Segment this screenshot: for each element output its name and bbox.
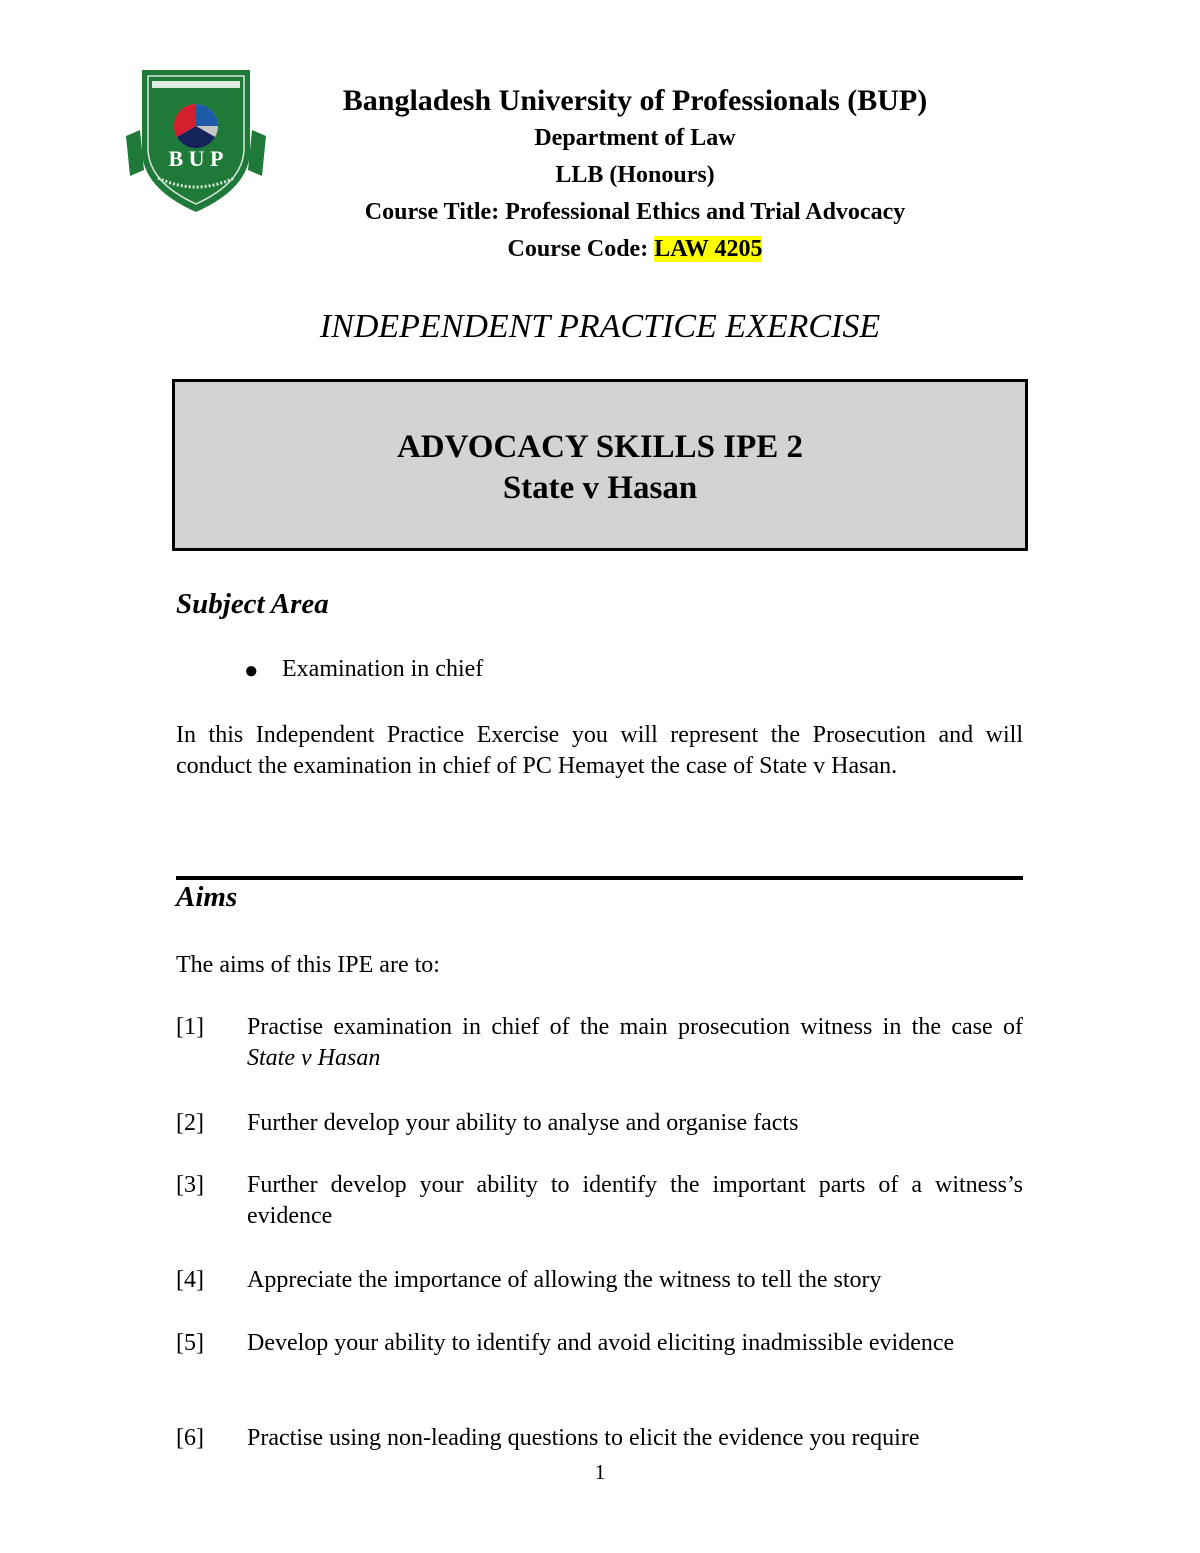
aim-text — [247, 1012, 1023, 1074]
section-divider — [176, 876, 1023, 880]
aim-case-name: State v Hasan — [247, 1045, 381, 1071]
aim-text: Appreciate the importance of allowing the witness to tell the story — [247, 1267, 882, 1293]
aim-number: [5] — [176, 1330, 204, 1356]
aim-number: [2] — [176, 1110, 204, 1136]
title-box — [172, 379, 1028, 551]
exercise-title: INDEPENDENT PRACTICE EXERCISE — [319, 308, 881, 345]
department-name: Department of Law — [534, 125, 736, 151]
subject-area-heading: Subject Area — [176, 588, 329, 620]
page-number: 1 — [594, 1460, 606, 1484]
box-line-1: ADVOCACY SKILLS IPE 2 — [396, 429, 804, 465]
aim-text-main: Practise examination in chief of the main prosecution witness in the case of — [247, 1014, 1023, 1040]
subject-bullet: Examination in chief — [282, 656, 484, 682]
logo-letters: B U P — [168, 146, 224, 171]
aims-heading: Aims — [176, 881, 238, 913]
course-code-line — [230, 231, 1040, 268]
course-code: LAW 4205 — [654, 236, 763, 262]
aim-number: [6] — [176, 1425, 204, 1451]
bullet-dot: ● — [244, 658, 259, 684]
aim-number: [4] — [176, 1267, 204, 1293]
box-line-2: State v Hasan — [502, 470, 698, 506]
course-title: Course Title: Professional Ethics and Trial Advocacy — [364, 199, 906, 225]
aim-text: Further develop your ability to identify the important parts of a witness’s evidence — [247, 1172, 1023, 1229]
course-code-label: Course Code: — [507, 236, 649, 262]
subject-paragraph: In this Independent Practice Exercise you will represent the Prosecution and will conduct the examination in chief of PC Hemayet the case of State v Hasan. — [176, 722, 1023, 779]
aim-text: Further develop your ability to analyse and organise facts — [247, 1110, 799, 1136]
aim-text: Practise using non-leading questions to elicit the evidence you require — [247, 1425, 920, 1451]
degree-name: LLB (Honours) — [555, 162, 715, 188]
aims-intro: The aims of this IPE are to: — [176, 952, 440, 978]
aim-number: [1] — [176, 1014, 204, 1040]
aim-text: Develop your ability to identify and avoid eliciting inadmissible evidence — [247, 1330, 955, 1356]
university-name: Bangladesh University of Professionals (BUP) — [342, 84, 928, 117]
document-header — [230, 82, 1040, 268]
aim-number: [3] — [176, 1172, 204, 1198]
